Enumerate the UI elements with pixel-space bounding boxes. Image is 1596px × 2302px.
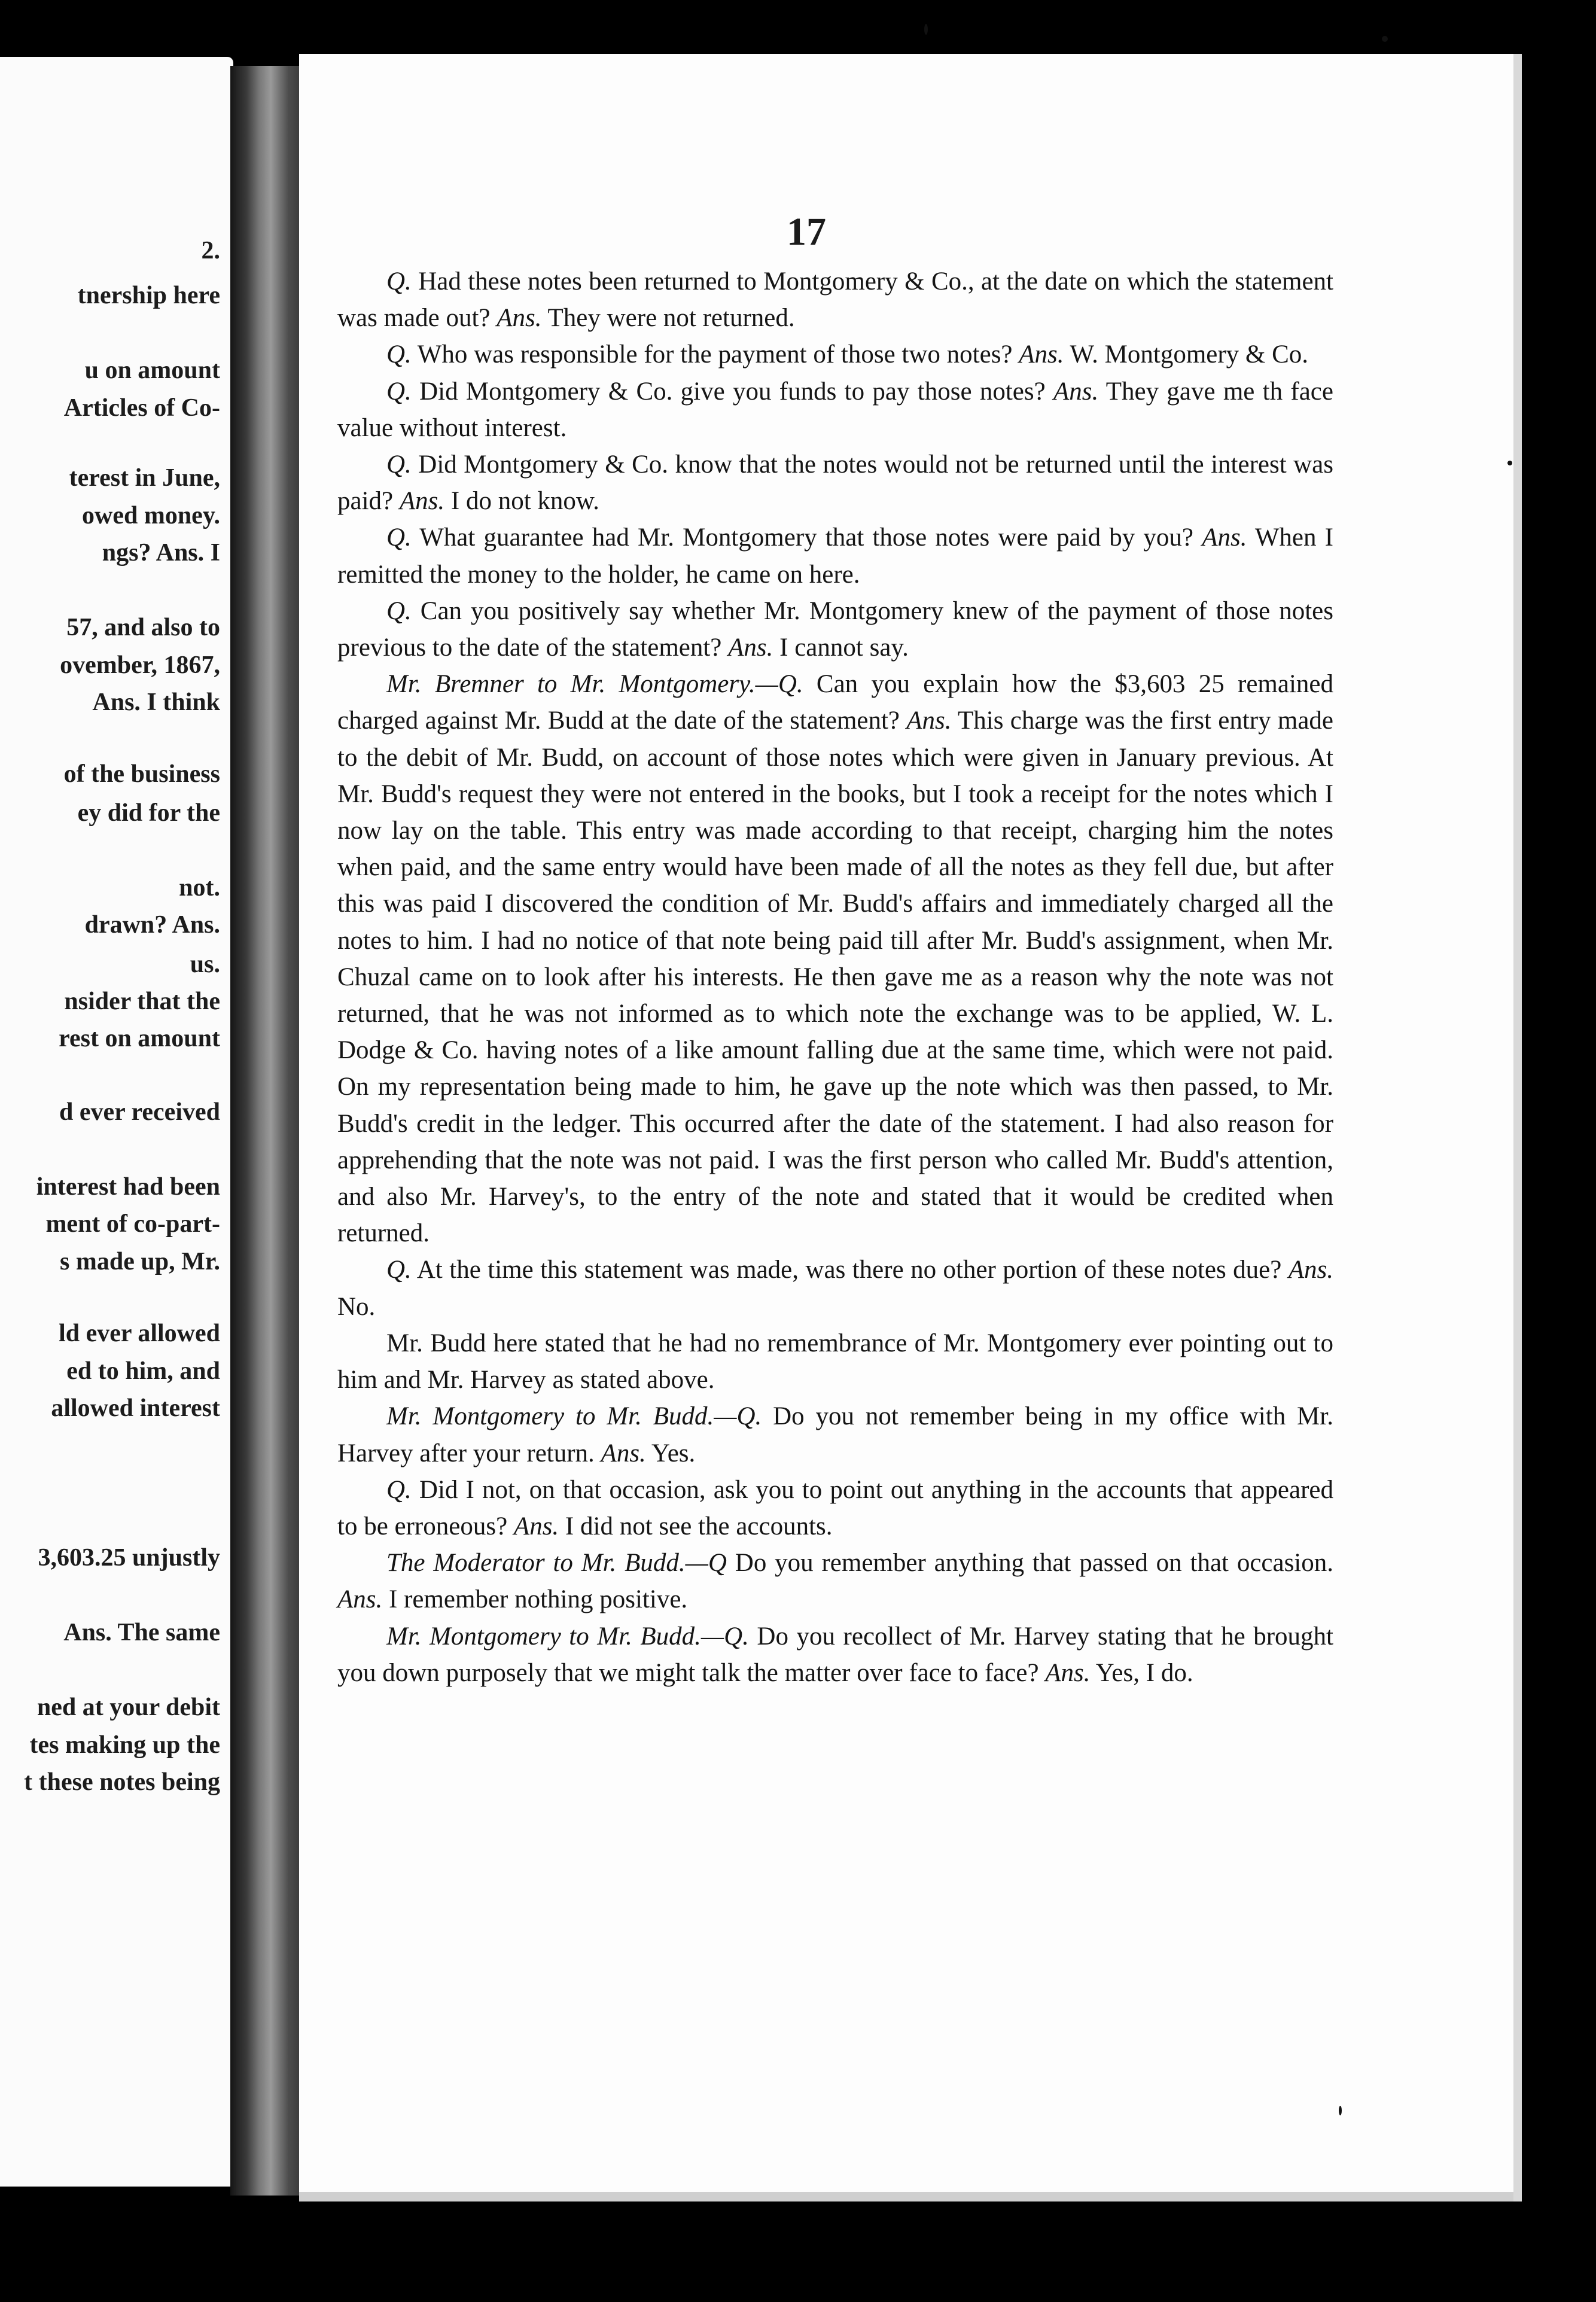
left-page-line: not.: [179, 874, 220, 902]
text-run: They gave me th face value without interest.: [337, 377, 1333, 442]
speck: [1339, 2106, 1342, 2115]
paragraph: [337, 336, 1333, 373]
q-label: Q.: [386, 1475, 412, 1504]
paragraph: [337, 373, 1333, 446]
text-run: Do you remember anything that passed on that occasion.: [726, 1549, 1334, 1578]
left-page-line: ed to him, and: [66, 1357, 220, 1385]
speaker-label: The Moderator to Mr. Budd.—Q: [386, 1549, 727, 1578]
paragraph: [337, 1545, 1333, 1618]
text-run: At the time this statement was made, was there no other portion of these notes due?: [411, 1256, 1289, 1284]
left-page-line: us.: [190, 951, 220, 978]
text-run: When I remitted the money to the holder, he came on here.: [337, 523, 1334, 589]
q-label: Q.: [386, 377, 412, 406]
paragraph: [337, 1325, 1333, 1398]
text-run: What guarantee had Mr. Montgomery that those notes were paid by you?: [411, 523, 1202, 552]
q-label: Q.: [386, 450, 412, 479]
ans-label: Ans.: [497, 304, 542, 333]
text-run: Yes, I do.: [1090, 1658, 1193, 1687]
paragraph: [337, 1398, 1333, 1471]
ans-label: Ans.: [513, 1512, 559, 1540]
left-page-line: interest had been: [36, 1173, 220, 1201]
text-run: Can you explain how the $3,603 25 remained charged against Mr. Budd at the date of the statement?: [337, 670, 1333, 735]
right-page: [299, 54, 1522, 2201]
paragraph: [337, 519, 1333, 592]
left-page-line: ngs? Ans. I: [102, 539, 220, 567]
text-run: Can you positively say whether Mr. Montgomery knew of the payment of those notes previous to the date of the statement?: [337, 596, 1333, 662]
left-page-line: Ans. The same: [63, 1619, 220, 1646]
left-page-line: u on amount: [84, 357, 220, 384]
left-page-line: owed money.: [82, 502, 220, 529]
ans-label: Ans.: [601, 1439, 646, 1467]
text-run: Did I not, on that occasion, ask you to point out anything in the accounts that appeared to be erroneous?: [337, 1475, 1333, 1540]
q-label: Q.: [386, 267, 412, 296]
left-page-line: drawn? Ans.: [84, 911, 220, 939]
left-page-line: nsider that the: [64, 988, 220, 1015]
left-page-line: d ever received: [59, 1098, 220, 1126]
text-run: Did Montgomery & Co. give you funds to pay those notes?: [411, 377, 1053, 406]
left-page-line: 2.: [201, 237, 220, 264]
left-page-line: 57, and also to: [66, 614, 220, 641]
text-run: I did not see the accounts.: [559, 1512, 833, 1540]
q-label: Q.: [386, 1256, 412, 1284]
text-run: Who was responsible for the payment of those two notes?: [411, 340, 1019, 369]
text-run: I cannot say.: [773, 634, 909, 662]
text-run: I remember nothing positive.: [382, 1585, 688, 1614]
left-page-line: ey did for the: [77, 799, 220, 827]
speaker-label: Mr. Montgomery to Mr. Budd.—Q.: [386, 1622, 749, 1651]
ans-label: Ans.: [1019, 340, 1064, 369]
ans-label: Ans.: [1288, 1256, 1333, 1284]
ans-label: Ans.: [337, 1585, 383, 1614]
speck: [924, 24, 928, 35]
q-label: Q.: [386, 340, 412, 369]
ans-label: Ans.: [399, 487, 445, 516]
paragraph: [337, 1618, 1333, 1691]
text-run: W. Montgomery & Co.: [1064, 340, 1309, 369]
paragraph: [337, 1252, 1333, 1324]
ans-label: Ans.: [728, 634, 773, 662]
left-page-line: ovember, 1867,: [60, 651, 220, 679]
ans-label: Ans.: [906, 707, 952, 735]
speaker-label: Mr. Montgomery to Mr. Budd.—Q.: [386, 1402, 762, 1431]
page-number: 17: [787, 210, 826, 254]
left-page-fragment: [0, 57, 233, 2187]
text-run: I do not know.: [444, 487, 599, 516]
body-text: [337, 263, 1333, 1691]
ans-label: Ans.: [1045, 1658, 1091, 1687]
speck: [1382, 36, 1388, 42]
text-run: They were not returned.: [541, 304, 795, 333]
paragraph: [337, 593, 1333, 666]
left-page-line: allowed interest: [51, 1394, 220, 1422]
text-run: No.: [337, 1292, 376, 1321]
left-page-line: tnership here: [77, 282, 220, 309]
left-page-line: ned at your debit: [36, 1694, 220, 1721]
text-run: Mr. Budd here stated that he had no remembrance of Mr. Montgomery ever pointing out to him and Mr. Harvey as stated above.: [337, 1329, 1333, 1394]
paragraph: [337, 1472, 1333, 1545]
speaker-label: Mr. Bremner to Mr. Montgomery.—Q.: [386, 670, 803, 699]
left-page-line: tes making up the: [29, 1731, 220, 1759]
paragraph: [337, 263, 1333, 336]
text-run: Do you not remember being in my office with Mr. Harvey after your return.: [337, 1402, 1333, 1467]
left-page-line: of the business: [63, 760, 220, 788]
left-page-line: terest in June,: [69, 464, 220, 492]
left-page-line: ment of co-part-: [45, 1210, 220, 1238]
left-page-line: rest on amount: [59, 1025, 220, 1052]
left-page-line: ld ever allowed: [59, 1320, 220, 1347]
ans-label: Ans.: [1202, 523, 1247, 552]
speck: [1507, 461, 1512, 465]
text-run: Had these notes been returned to Montgomery & Co., at the date on which the statement was made out?: [337, 267, 1333, 333]
q-label: Q.: [386, 523, 412, 552]
paragraph: [337, 446, 1333, 519]
paragraph: [337, 666, 1333, 1252]
ans-label: Ans.: [1053, 377, 1099, 406]
left-page-line: 3,603.25 unjustly: [38, 1544, 220, 1572]
text-run: Do you recollect of Mr. Harvey stating that he brought you down purposely that we might talk the matter over face to face?: [337, 1622, 1333, 1687]
q-label: Q.: [386, 596, 412, 625]
text-run: Did Montgomery & Co. know that the notes would not be returned until the interest was paid?: [337, 450, 1333, 516]
left-page-line: t these notes being: [24, 1768, 220, 1796]
left-page-line: Articles of Co-: [63, 394, 220, 422]
left-page-line: Ans. I think: [92, 689, 220, 716]
text-run: Yes.: [645, 1439, 696, 1467]
left-page-line: s made up, Mr.: [60, 1248, 220, 1275]
text-run: This charge was the first entry made to the debit of Mr. Budd, on account of those notes which were given in January previous. At Mr. Budd's request they were not entered in the books, but I took a receipt for the notes which I now lay on the table. This entry was made according to that receipt, charging him the notes when paid, and the same entry would have been made of all the notes as they fell due, but after this was paid I discovered the condition of Mr. Budd's affairs and immediately charged all the notes to him. I had no notice of that note being paid till after Mr. Budd's assignment, when Mr. Chuzal came on to look after his interests. He then gave me as a reason why the note was not returned, that he was not informed as to which note the exchange was to be applied, W. L. Dodge & Co. having notes of a like amount falling due at the same time, which were not paid. On my representation being made to him, he gave up the note which was then passed, to Mr. Budd's credit in the ledger. This occurred after the date of the statement. I had also reason for apprehending that the note was not paid. I was the first person who called Mr. Budd's attention, and also Mr. Harvey's, to the entry of the note and stated that it would be credited when returned.: [337, 707, 1334, 1248]
